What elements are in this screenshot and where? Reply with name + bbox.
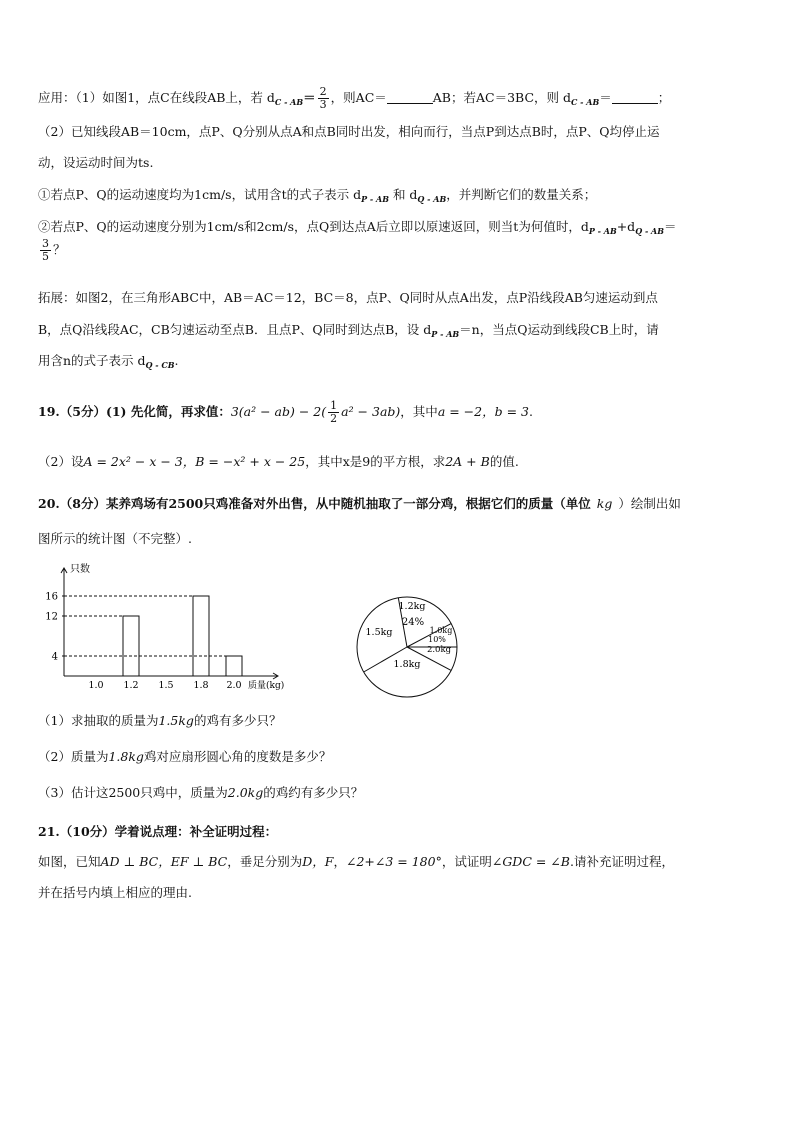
pie-percent-label: 24% xyxy=(401,617,425,628)
pie-slice-label: 1.2kg xyxy=(398,601,426,612)
pie-percent-label: 10% xyxy=(428,635,446,644)
text: ，则AC＝ xyxy=(330,90,387,105)
unit: kg xyxy=(596,496,613,511)
text: ， xyxy=(333,854,346,869)
question-number: 21.（10分）学着说点理：补全证明过程： xyxy=(38,824,278,839)
pie-slice-label: 1.0kg xyxy=(429,626,453,635)
condition: ，EF ⊥ BC xyxy=(158,854,228,869)
subscript: Q - AB xyxy=(635,226,665,236)
case2 xyxy=(38,218,677,240)
condition: AD ⊥ BC xyxy=(100,854,159,869)
expression: a² − 3ab) xyxy=(341,404,401,419)
denominator: 3 xyxy=(319,98,327,111)
question-20-sub1 xyxy=(38,712,281,730)
pie-slice-label: 1.5kg xyxy=(365,627,393,638)
expression: A = 2x² − x − 3 xyxy=(83,454,183,469)
text: ＝ xyxy=(303,90,316,105)
x-tick-label: 1.8 xyxy=(193,680,209,691)
text: 的鸡约有多少只？ xyxy=(263,785,364,800)
fraction xyxy=(328,400,339,425)
text: 应用：（1）如图1，点C在线段AB上，若 d xyxy=(38,90,275,105)
value: 2.0kg xyxy=(227,785,264,800)
bar xyxy=(226,656,242,676)
question-20-line1 xyxy=(38,495,681,513)
subscript: Q - AB xyxy=(417,194,447,204)
fraction xyxy=(40,238,51,263)
text: 动，设运动时间为ts. xyxy=(38,155,154,170)
question-21-line2 xyxy=(38,853,674,871)
pie-chart xyxy=(350,590,465,705)
text: 如图，已知 xyxy=(38,854,101,869)
text: ＝n，当点Q运动到线段CB上时，请 xyxy=(459,322,659,337)
text: AB；若AC＝3BC，则 d xyxy=(432,90,571,105)
extension-line1 xyxy=(38,289,658,307)
condition: ∠2+∠3 = 180° xyxy=(345,854,442,869)
question-number: 20.（8分）某养鸡场有2500只鸡准备对外出售，从中随机抽取了一部分鸡，根据它们的质量（单位 xyxy=(38,496,591,511)
pie-slice-label: 1.8kg xyxy=(393,659,421,670)
text: 和 d xyxy=(388,187,418,202)
numerator: 3 xyxy=(42,237,49,250)
answer-blank[interactable] xyxy=(387,91,433,104)
y-tick-label: 16 xyxy=(45,591,58,603)
text: （2）质量为 xyxy=(38,749,109,764)
fraction xyxy=(318,86,329,111)
case2-fraction xyxy=(38,238,66,263)
text: 鸡对应扇形圆心角的度数是多少？ xyxy=(143,749,332,764)
expression: 2A + B xyxy=(445,454,490,469)
y-tick-label: 4 xyxy=(51,651,58,663)
text: B，点Q沿线段AC，CB匀速运动至点B．且点P、Q同时到达点B，设 d xyxy=(38,322,432,337)
application-part2-line1 xyxy=(38,123,660,141)
application-part2-line2 xyxy=(38,154,153,172)
subscript: Q - CB xyxy=(145,360,175,370)
question-20-sub3 xyxy=(38,784,363,802)
subscript: P - AB xyxy=(431,329,460,339)
text: 的值. xyxy=(489,454,519,469)
text: ，垂足分别为 xyxy=(227,854,303,869)
value: 1.5kg xyxy=(158,713,194,728)
text: ； xyxy=(657,90,671,105)
text: 用含n的式子表示 d xyxy=(38,353,146,368)
text: （2）设 xyxy=(38,454,84,469)
numerator: 2 xyxy=(319,85,327,98)
y-tick-label: 12 xyxy=(45,611,58,623)
answer-blank[interactable] xyxy=(612,91,658,104)
bar-chart xyxy=(40,558,310,693)
text: ＝ xyxy=(599,90,612,105)
text: ，试证明 xyxy=(441,854,492,869)
text: 图所示的统计图（不完整）. xyxy=(38,531,192,546)
text: .请补充证明过程， xyxy=(569,854,674,869)
text: 拓展：如图2，在三角形ABC中，AB＝AC＝12，BC＝8，点P、Q同时从点A出发，点P沿线段AB匀速运动到点 xyxy=(38,290,658,305)
points: D，F xyxy=(302,854,334,869)
goal: ∠GDC = ∠B xyxy=(491,854,570,869)
text: . xyxy=(174,353,179,368)
value: 1.8kg xyxy=(108,749,144,764)
condition: a = −2，b = 3 xyxy=(437,404,529,419)
text: . xyxy=(529,404,533,419)
numerator: 1 xyxy=(330,399,338,412)
extension-line2 xyxy=(38,321,659,343)
text: （2）已知线段AB＝10cm，点P、Q分别从点A和点B同时出发，相向而行，当点P到达点B时，点P、Q均停止运 xyxy=(38,124,660,139)
subscript: C - AB xyxy=(274,97,304,107)
text: +d xyxy=(616,219,636,234)
x-axis-label: 质量(kg) xyxy=(248,681,285,691)
x-tick-label: 1.2 xyxy=(123,680,139,691)
text: ）绘制出如 xyxy=(618,496,681,511)
question-19-part1 xyxy=(38,400,533,425)
expression: 3(a² − ab) − 2( xyxy=(230,404,327,419)
pie-chart-content xyxy=(357,597,457,697)
x-tick-label: 1.0 xyxy=(88,680,104,691)
pie-slice-label: 2.0kg xyxy=(426,645,452,655)
text: ？ xyxy=(53,242,66,257)
text: （1）求抽取的质量为 xyxy=(38,713,159,728)
denominator: 2 xyxy=(330,412,338,425)
bar xyxy=(123,616,139,676)
application-part1 xyxy=(38,86,670,111)
question-20-sub2 xyxy=(38,748,331,766)
text: ＝ xyxy=(664,219,677,234)
text: ②若点P、Q的运动速度分别为1cm/s和2cm/s，点Q到达点A后立即以原速返回，则当t为何值时，d xyxy=(38,219,589,234)
x-tick-label: 1.5 xyxy=(158,680,174,691)
extension-line3 xyxy=(38,352,179,374)
expression: ，B = −x² + x − 25 xyxy=(182,454,306,469)
case1 xyxy=(38,186,596,208)
y-axis-label: 只数 xyxy=(70,564,90,575)
question-21-line3 xyxy=(38,884,192,902)
text: ，其中x是9的平方根，求 xyxy=(305,454,446,469)
bar-chart-content xyxy=(45,562,284,691)
text: （3）估计这2500只鸡中，质量为 xyxy=(38,785,228,800)
question-20-line2 xyxy=(38,530,192,548)
text: 的鸡有多少只？ xyxy=(193,713,282,728)
text: ，并判断它们的数量关系； xyxy=(446,187,597,202)
text: 并在括号内填上相应的理由. xyxy=(38,885,192,900)
subscript: P - AB xyxy=(588,226,617,236)
subscript: P - AB xyxy=(361,194,389,204)
text: ，其中 xyxy=(400,404,438,419)
denominator: 5 xyxy=(42,250,49,263)
subscript: C - AB xyxy=(570,97,600,107)
question-number: 19.（5分）(1) 先化简，再求值： xyxy=(38,404,231,419)
question-21-line1 xyxy=(38,823,277,841)
question-19-part2 xyxy=(38,453,519,471)
x-tick-label: 2.0 xyxy=(226,680,242,691)
text: ①若点P、Q的运动速度均为1cm/s，试用含t的式子表示 d xyxy=(38,187,362,202)
bar xyxy=(193,596,209,676)
